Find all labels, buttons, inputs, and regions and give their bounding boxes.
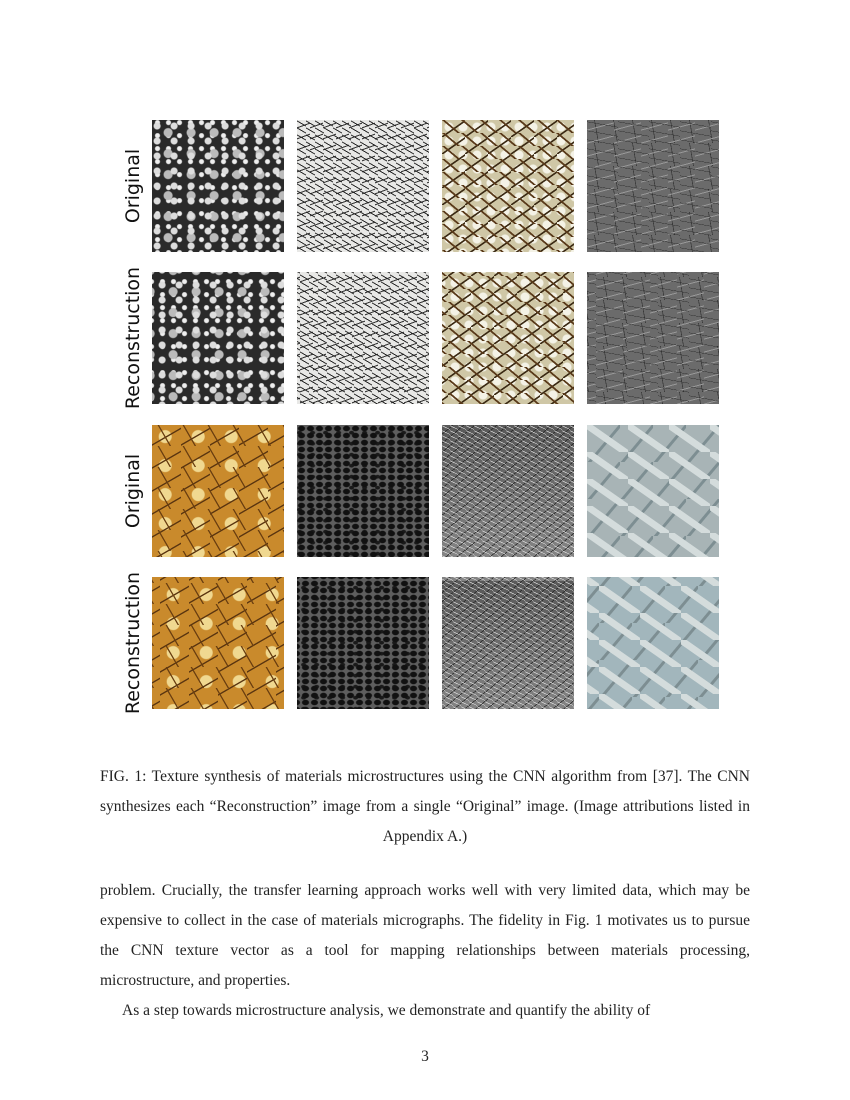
micrograph-reconstruction: [442, 272, 574, 404]
page-number: 3: [421, 1048, 429, 1065]
micrograph-original: [442, 425, 574, 557]
micrograph-reconstruction: [152, 272, 284, 404]
body-text: [100, 876, 750, 1026]
micrograph-original: [152, 120, 284, 252]
micrograph-reconstruction: [297, 577, 429, 709]
micrograph-reconstruction: [152, 577, 284, 709]
figure-caption: FIG. 1: Texture synthesis of materials microstructures using the CNN algorithm from [37]. The CNN synthesizes each “Reconstruction” image from a single “Original” image. (Image attributions listed in Appendix A.): [100, 768, 750, 845]
row-label-reconstruction: Reconstruction: [122, 266, 144, 410]
micrograph-reconstruction: [587, 577, 719, 709]
micrograph-reconstruction: [587, 272, 719, 404]
micrograph-reconstruction: [297, 272, 429, 404]
paragraph: problem. Crucially, the transfer learning approach works well with very limited data, which may be expensive to collect in the case of materials micrographs. The fidelity in Fig. 1 motivates us to pursue the CNN texture vector as a tool for mapping relationships between materials processing, microstructure, and properties.: [100, 882, 750, 989]
micrograph-original: [442, 120, 574, 252]
micrograph-original: [297, 120, 429, 252]
micrograph-reconstruction: [442, 577, 574, 709]
micrograph-original: [152, 425, 284, 557]
row-label-reconstruction: Reconstruction: [122, 571, 144, 715]
micrograph-original: [587, 425, 719, 557]
text-flow: [100, 762, 750, 1072]
micrograph-original: [297, 425, 429, 557]
paragraph: As a step towards microstructure analysis, we demonstrate and quantify the ability of: [122, 1002, 651, 1019]
row-label-original: Original: [122, 453, 144, 529]
micrograph-original: [587, 120, 719, 252]
row-label-original: Original: [122, 148, 144, 224]
